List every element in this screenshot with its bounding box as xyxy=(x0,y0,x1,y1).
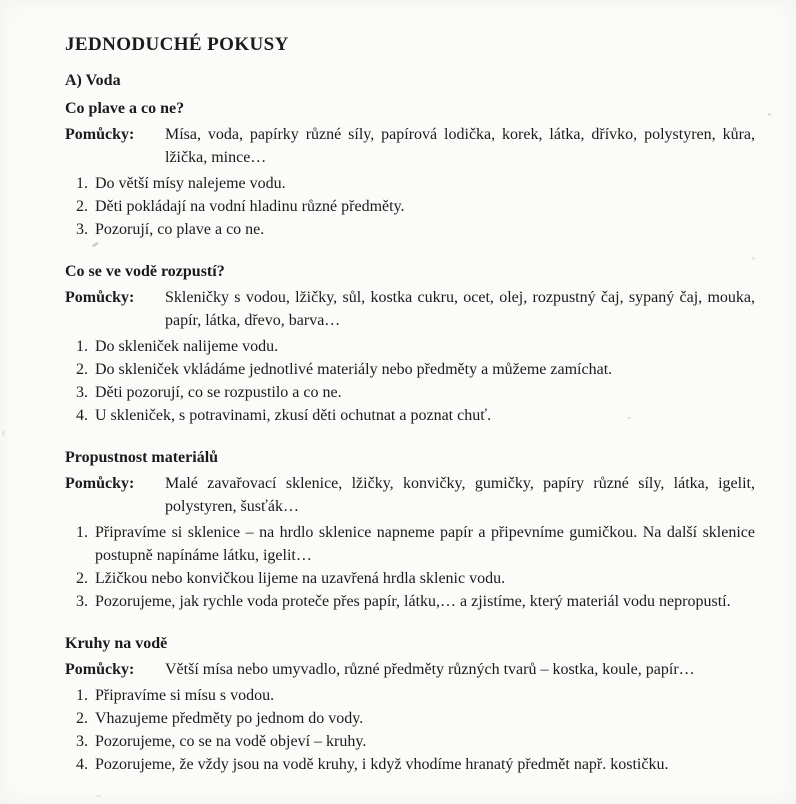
step-item: 3. Pozorujeme, co se na vodě objeví – kruhy. xyxy=(92,730,755,753)
tools-text: Mísa, voda, papírky různé síly, papírová lodička, korek, látka, dřívko, polystyren, kůra, lžička, mince… xyxy=(165,126,755,166)
step-item: 2. Děti pokládají na vodní hladinu různé předměty. xyxy=(92,195,755,218)
section-propustnost xyxy=(65,446,755,613)
scan-speck xyxy=(92,241,99,247)
section-co-plave xyxy=(65,97,755,241)
steps-list xyxy=(65,521,755,613)
tools-label: Pomůcky: xyxy=(65,661,135,678)
tools-label: Pomůcky: xyxy=(65,289,135,306)
step-item: 1. Připravíme si mísu s vodou. xyxy=(92,684,755,707)
steps-list xyxy=(65,684,755,776)
step-item: 4. U skleniček, s potravinami, zkusí děti ochutnat a poznat chuť. xyxy=(92,404,755,427)
step-item: 3. Děti pozorují, co se rozpustilo a co ne. xyxy=(92,381,755,404)
tools-row xyxy=(65,658,755,681)
document-subtitle: A) Voda xyxy=(65,72,121,89)
tools-label: Pomůcky: xyxy=(65,126,135,143)
step-item: 3. Pozorujeme, jak rychle voda proteče přes papír, látku,… a zjistíme, který materiál vodu nepropustí. xyxy=(92,590,755,613)
scan-speck xyxy=(96,795,101,797)
steps-list xyxy=(65,335,755,427)
scan-speck xyxy=(768,113,771,116)
section-kruhy-na-vode xyxy=(65,632,755,776)
tools-row xyxy=(65,123,755,169)
section-heading: Co se ve vodě rozpustí? xyxy=(65,263,225,280)
document-title: JEDNODUCHÉ POKUSY xyxy=(65,34,289,55)
steps-list xyxy=(65,172,755,241)
section-heading: Co plave a co ne? xyxy=(65,100,185,117)
section-heading: Kruhy na vodě xyxy=(65,635,168,652)
step-item: 1. Připravíme si sklenice – na hrdlo sklenice napneme papír a připevníme gumičkou. Na další sklenice postupně napínáme látku, igelit… xyxy=(92,521,755,567)
scan-speck xyxy=(2,430,5,436)
section-co-se-rozpusti xyxy=(65,260,755,427)
tools-row xyxy=(65,472,755,518)
tools-text: Malé zavařovací sklenice, lžičky, konvičky, gumičky, papíry různé síly, látka, igelit, polystyren, šusťák… xyxy=(165,475,755,515)
tools-text: Větší mísa nebo umyvadlo, různé předměty různých tvarů – kostka, koule, papír… xyxy=(165,661,695,678)
step-item: 3. Pozorují, co plave a co ne. xyxy=(92,218,755,241)
step-item: 4. Pozorujeme, že vždy jsou na vodě kruhy, i když vhodíme hranatý předmět např. kostičku. xyxy=(92,753,755,776)
step-item: 2. Do skleniček vkládáme jednotlivé materiály nebo předměty a můžeme zamíchat. xyxy=(92,358,755,381)
section-heading: Propustnost materiálů xyxy=(65,449,219,466)
step-item: 1. Do větší mísy nalejeme vodu. xyxy=(92,172,755,195)
tools-text: Skleničky s vodou, lžičky, sůl, kostka cukru, ocet, olej, rozpustný čaj, sypaný čaj, mouka, papír, látka, dřevo, barva… xyxy=(165,289,755,329)
step-item: 2. Lžičkou nebo konvičkou lijeme na uzavřená hrdla sklenic vodu. xyxy=(92,567,755,590)
tools-row xyxy=(65,286,755,332)
tools-label: Pomůcky: xyxy=(65,475,135,492)
step-item: 1. Do skleniček nalijeme vodu. xyxy=(92,335,755,358)
step-item: 2. Vhazujeme předměty po jednom do vody. xyxy=(92,707,755,730)
